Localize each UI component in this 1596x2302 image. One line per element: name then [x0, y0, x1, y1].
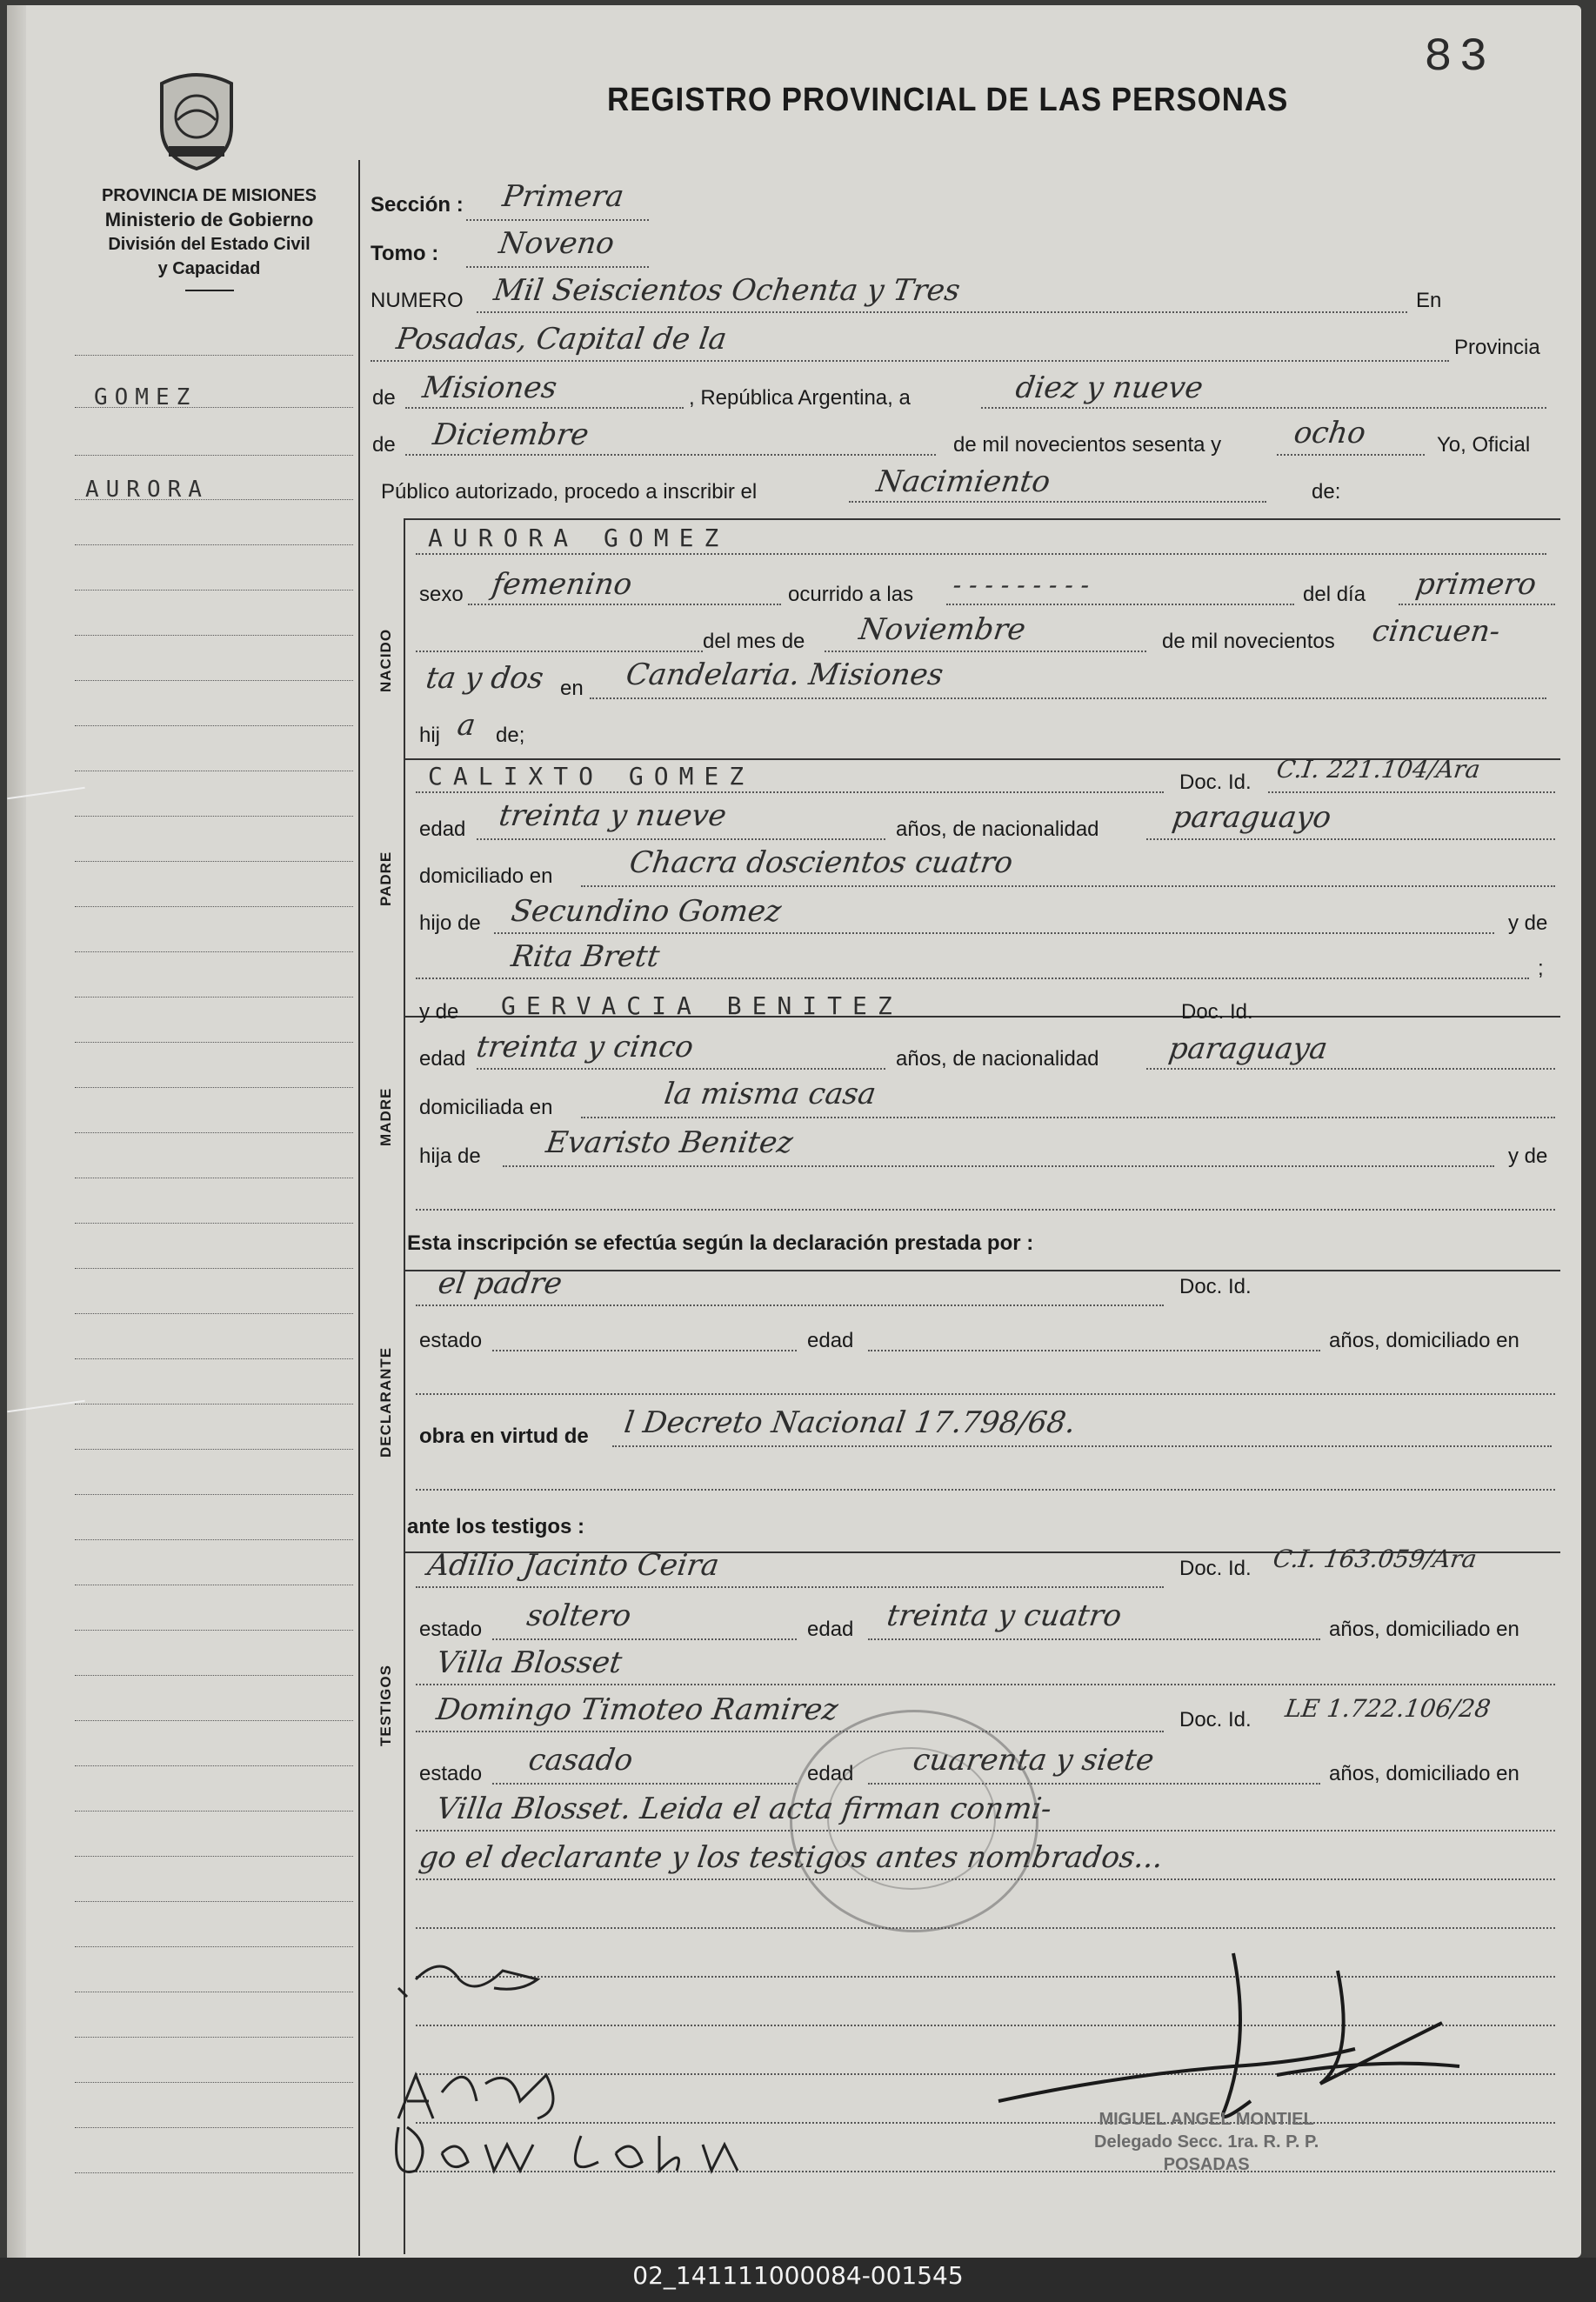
padre-edad-value: treinta y nueve: [497, 798, 729, 833]
official-role: Delegado Secc. 1ra. R. P. P.: [1094, 2132, 1319, 2152]
year-value: ocho: [1292, 416, 1368, 450]
madre-edad-label: edad: [419, 1047, 466, 1071]
del-dia-label: del día: [1303, 583, 1366, 606]
sexo-label: sexo: [419, 583, 464, 606]
fill-line: [868, 1350, 1320, 1351]
margin-line: [75, 455, 353, 456]
witness2-edad-value: cuarenta y siete: [911, 1743, 1157, 1778]
hij-de-label: de;: [496, 724, 525, 747]
margin-line: [75, 1087, 353, 1088]
fill-line: [1277, 454, 1425, 456]
fill-line: [1146, 838, 1555, 840]
margin-line: [75, 861, 353, 862]
margin-line: [75, 680, 353, 681]
witness1-domicilio-value: Villa Blosset: [434, 1645, 624, 1680]
madre-domicilio-value: la misma casa: [662, 1077, 878, 1111]
madre-y-de-label-2: y de: [1508, 1144, 1548, 1168]
margin-line: [75, 1675, 353, 1676]
margin-line: [75, 1042, 353, 1043]
declarante-name: el padre: [436, 1266, 564, 1301]
obra-label: obra en virtud de: [419, 1425, 589, 1448]
ocurrido-label: ocurrido a las: [788, 583, 914, 606]
fill-line: [416, 1304, 1164, 1306]
margin-line: [75, 1946, 353, 1947]
declaracion-intro: Esta inscripción se efectúa según la declaración prestada por :: [407, 1231, 1034, 1255]
margin-line: [75, 1630, 353, 1631]
madre-nacionalidad-value: paraguaya: [1166, 1031, 1330, 1066]
margin-line: [75, 1404, 353, 1405]
fill-line: [416, 553, 1546, 555]
seccion-label: Sección :: [371, 193, 464, 217]
fill-line: [590, 697, 1546, 699]
province-label: PROVINCIA DE MISIONES: [101, 186, 317, 205]
semicolon: ;: [1538, 957, 1544, 980]
fill-line: [371, 360, 1449, 362]
fill-line: [416, 651, 703, 652]
sexo-value: femenino: [490, 567, 635, 602]
testigos-section-label: TESTIGOS: [377, 1665, 394, 1746]
fill-line: [466, 266, 649, 268]
publico-label: Público autorizado, procedo a inscribir el: [381, 480, 758, 504]
fill-line: [416, 1489, 1555, 1491]
margin-line: [75, 1449, 353, 1450]
fill-line: [416, 1393, 1555, 1395]
birth-place-value: Candelaria. Misiones: [624, 657, 945, 692]
margin-line: [75, 725, 353, 726]
page-number: 83: [1424, 31, 1494, 84]
fill-line: [825, 651, 1146, 652]
madre-hija-de-label: hija de: [419, 1144, 481, 1168]
hij-value: a: [455, 708, 478, 743]
fill-line: [581, 1117, 1555, 1118]
fill-line: [849, 501, 1266, 503]
closing-line-1: Villa Blosset. Leida el acta firman conmi-: [434, 1792, 1054, 1826]
image-id-caption: 02_141111000084-001545: [632, 2261, 964, 2290]
declarante-doc-label: Doc. Id.: [1179, 1275, 1252, 1298]
de-label-2: de: [372, 433, 396, 457]
fill-line: [981, 407, 1546, 409]
seal-inner-ring: [827, 1747, 996, 1890]
ministry-label: Ministerio de Gobierno: [104, 209, 314, 230]
margin-line: [75, 1856, 353, 1857]
fill-line: [946, 604, 1294, 605]
obra-value: l Decreto Nacional 17.798/68.: [622, 1405, 1078, 1440]
margin-line: [75, 1268, 353, 1269]
binding-strip: [7, 5, 26, 2258]
witness1-estado-label: estado: [419, 1618, 483, 1641]
madre-y-de-label: y de: [419, 1000, 459, 1024]
fill-line: [477, 1068, 885, 1070]
witness2-domiciliado-label: años, domiciliado en: [1329, 1762, 1519, 1785]
fill-line: [581, 885, 1555, 887]
margin-line: [75, 1811, 353, 1812]
fill-line: [416, 1586, 1164, 1588]
page-title: REGISTRO PROVINCIAL DE LAS PERSONAS: [607, 82, 1289, 118]
margin-line: [75, 906, 353, 907]
fill-line: [477, 838, 885, 840]
padre-edad-label: edad: [419, 817, 466, 841]
witness1-estado-value: soltero: [524, 1598, 634, 1633]
witness1-edad-value: treinta y cuatro: [885, 1598, 1124, 1633]
margin-line: [75, 1901, 353, 1902]
official-city: POSADAS: [1163, 2155, 1250, 2174]
section-rule: [404, 518, 1560, 520]
margin-line: [75, 590, 353, 591]
margin-given-name: AURORA: [85, 477, 209, 503]
margin-line: [75, 1494, 353, 1495]
testigos-intro: ante los testigos :: [407, 1515, 585, 1538]
numero-label: NUMERO: [371, 289, 464, 312]
seccion-value: Primera: [500, 179, 626, 214]
en-label: en: [560, 677, 584, 700]
nacido-section-label: NACIDO: [377, 628, 394, 692]
en-label: En: [1416, 289, 1442, 312]
margin-line: [75, 544, 353, 545]
margin-line: [75, 1765, 353, 1766]
hij-label: hij: [419, 724, 441, 747]
margin-line: [75, 1358, 353, 1359]
madre-section-label: MADRE: [377, 1087, 394, 1146]
margin-line: [75, 2082, 353, 2083]
year-label: de mil novecientos sesenta y: [953, 433, 1222, 457]
fill-line: [416, 978, 1529, 979]
official-seal: [790, 1710, 1038, 1932]
division-label: División del Estado Civil: [108, 235, 311, 254]
declarante-domiciliado-label: años, domiciliado en: [1329, 1329, 1519, 1352]
witness1-name: Adilio Jacinto Ceira: [425, 1548, 722, 1583]
witness2-edad-label: edad: [807, 1762, 854, 1785]
del-mes-label: del mes de: [703, 630, 805, 653]
padre-doc-value: C.I. 221.104/Ara: [1274, 755, 1483, 784]
fill-line: [416, 791, 1164, 793]
fill-line: [405, 407, 684, 409]
padre-domiciliado-label: domiciliado en: [419, 864, 553, 888]
margin-line: [75, 816, 353, 817]
padre-nacionalidad-value: paraguayo: [1170, 800, 1333, 835]
fill-line: [612, 1445, 1552, 1447]
witness1-doc-value: C.I. 163.059/Ara: [1271, 1545, 1479, 1573]
fill-line: [477, 311, 1407, 313]
fill-line: [416, 1209, 1555, 1211]
fill-line: [1268, 791, 1555, 793]
witness2-estado-value: casado: [526, 1743, 636, 1778]
padre-madre-value: Rita Brett: [509, 939, 662, 974]
provincia-label: Provincia: [1454, 336, 1540, 359]
place-value: Posadas, Capital de la: [394, 322, 729, 357]
witness2-signature: [381, 2110, 798, 2188]
de-colon-label: de:: [1312, 480, 1341, 504]
fill-line: [416, 1731, 1164, 1732]
witness2-name: Domingo Timoteo Ramirez: [434, 1692, 840, 1727]
margin-surname: GOMEZ: [94, 384, 197, 410]
fill-line: [416, 1684, 1555, 1685]
margin-line: [75, 1539, 353, 1540]
margin-line: [75, 2127, 353, 2128]
declarante-section-label: DECLARANTE: [377, 1346, 394, 1458]
padre-doc-label: Doc. Id.: [1179, 771, 1252, 794]
fill-line: [492, 1350, 797, 1351]
margin-line: [75, 997, 353, 998]
fill-line: [416, 1927, 1555, 1929]
fill-line: [1146, 1068, 1555, 1070]
dia-value: primero: [1413, 567, 1539, 602]
closing-line-2: go el declarante y los testigos antes nombrados...: [417, 1840, 1165, 1875]
fill-line: [492, 1638, 797, 1640]
act-value: Nacimiento: [874, 464, 1053, 499]
fill-line: [492, 1783, 797, 1785]
padre-section-label: PADRE: [377, 851, 394, 906]
margin-line: [75, 1223, 353, 1224]
mes-value: Noviembre: [857, 612, 1028, 647]
issuing-authority: [59, 183, 359, 291]
madre-hija-de-value: Evaristo Benitez: [544, 1125, 796, 1160]
mil-label: de mil novecientos: [1162, 630, 1335, 653]
margin-line: [75, 1313, 353, 1314]
de-label: de: [372, 386, 396, 410]
madre-edad-value: treinta y cinco: [474, 1030, 696, 1064]
day-value: diez y nueve: [1013, 370, 1205, 405]
margin-line: [75, 2037, 353, 2038]
witness1-doc-label: Doc. Id.: [1179, 1557, 1252, 1580]
official-caption: [1094, 2108, 1319, 2176]
margin-line: [75, 635, 353, 636]
capacity-label: y Capacidad: [157, 259, 261, 278]
padre-name: CALIXTO GOMEZ: [428, 762, 755, 791]
oficial-label: Yo, Oficial: [1437, 433, 1531, 457]
margin-line: [75, 355, 353, 356]
margin-border: [358, 160, 360, 2256]
margin-line: [75, 951, 353, 952]
fill-line: [503, 1165, 1494, 1167]
republica-label: , República Argentina, a: [689, 386, 911, 410]
nacido-name: AURORA GOMEZ: [428, 524, 730, 552]
padre-domicilio-value: Chacra doscientos cuatro: [627, 845, 1015, 880]
fill-line: [405, 454, 936, 456]
madre-domiciliada-label: domiciliada en: [419, 1096, 553, 1119]
fill-line: [868, 1638, 1320, 1640]
official-name: MIGUEL ANGEL MONTIEL: [1099, 2110, 1314, 2129]
numero-value: Mil Seiscientos Ochenta y Tres: [491, 273, 963, 308]
padre-hijo-de-label: hijo de: [419, 911, 481, 935]
year-value-a: cincuen-: [1370, 614, 1503, 649]
fill-line: [494, 932, 1494, 934]
declarant-signature: [390, 1945, 564, 2014]
month-value: Diciembre: [431, 417, 591, 452]
province-crest-icon: [153, 66, 240, 170]
witness1-domiciliado-label: años, domiciliado en: [1329, 1618, 1519, 1641]
margin-line: [75, 1720, 353, 1721]
fill-line: [466, 219, 649, 221]
tomo-label: Tomo :: [371, 242, 439, 265]
province-value: Misiones: [420, 370, 559, 405]
fill-line: [1399, 604, 1555, 605]
madre-nacionalidad-label: años, de nacionalidad: [896, 1047, 1099, 1071]
madre-doc-label: Doc. Id.: [1181, 1000, 1253, 1024]
padre-y-de-label: y de: [1508, 911, 1548, 935]
margin-line: [75, 2172, 353, 2173]
register-page: [7, 5, 1581, 2258]
declarante-edad-label: edad: [807, 1329, 854, 1352]
witness2-doc-label: Doc. Id.: [1179, 1708, 1252, 1732]
padre-nacionalidad-label: años, de nacionalidad: [896, 817, 1099, 841]
ocurrido-value: - - - - - - - - -: [951, 570, 1092, 599]
section-rule: [404, 1270, 1560, 1271]
witness2-estado-label: estado: [419, 1762, 483, 1785]
witness2-doc-value: LE 1.722.106/28: [1283, 1694, 1492, 1723]
declarante-estado-label: estado: [419, 1329, 483, 1352]
madre-name: GERVACIA BENITEZ: [501, 991, 903, 1020]
padre-hijo-de-value: Secundino Gomez: [509, 894, 784, 929]
fill-line: [468, 604, 781, 605]
header-rule: [185, 290, 234, 291]
witness1-edad-label: edad: [807, 1618, 854, 1641]
year-value-b: ta y dos: [424, 661, 546, 696]
margin-line: [75, 1132, 353, 1133]
tomo-value: Noveno: [497, 226, 617, 261]
